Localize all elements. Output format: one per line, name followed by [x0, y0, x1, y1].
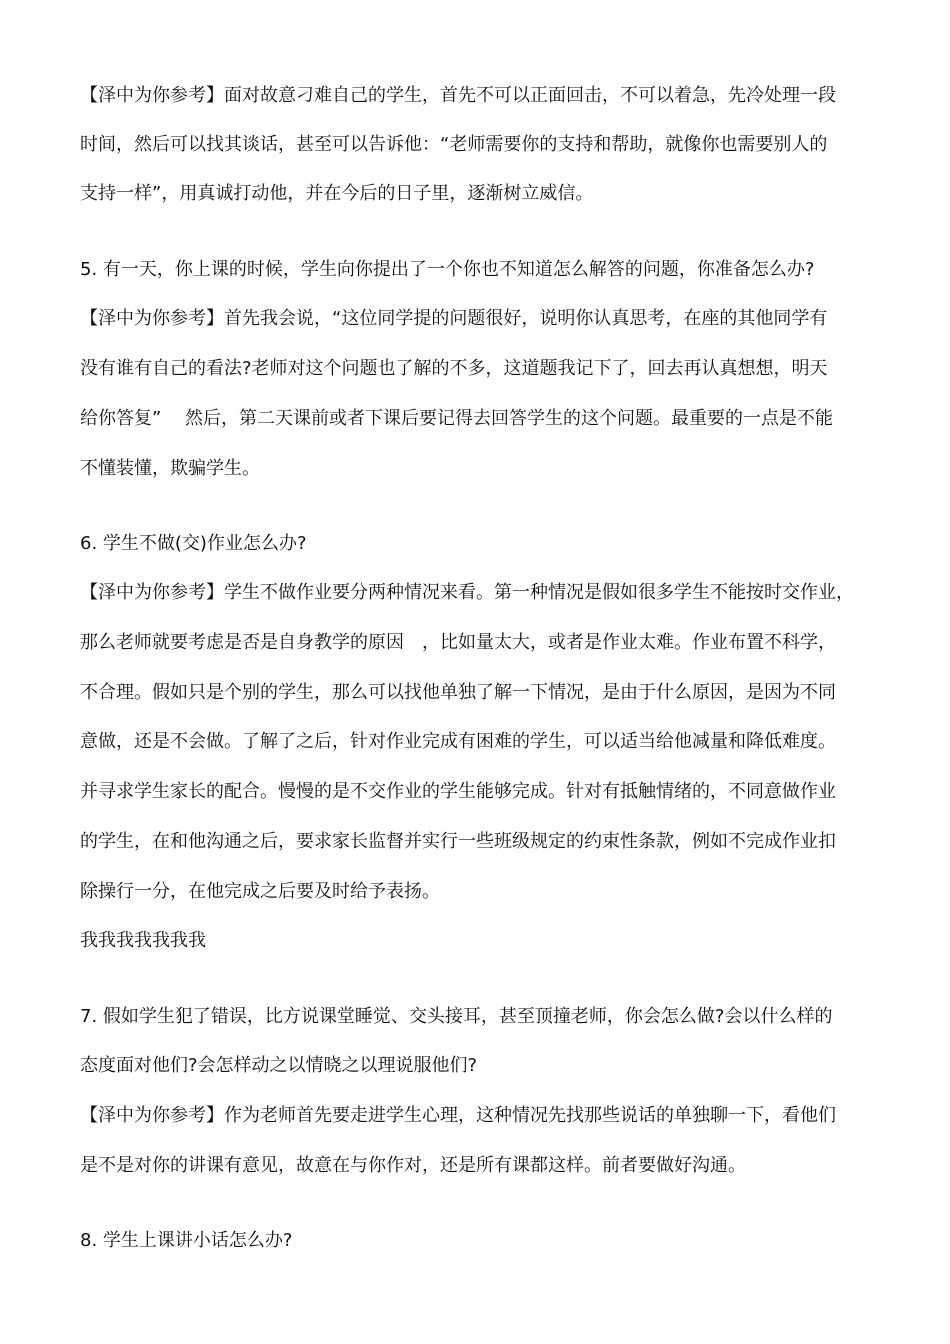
text-line: 【泽中为你参考】学生不做作业要分两种情况来看。第一种情况是假如很多学生不能按时交作业， [80, 582, 854, 603]
question-line: 态度面对他们?会怎样动之以情晓之以理说服他们? [80, 1055, 478, 1076]
text-line: 支持一样”，用真诚打动他，并在今后的日子里，逐渐树立威信。 [80, 183, 594, 204]
text-line: 【泽中为你参考】首先我会说，“这位同学提的问题很好，说明你认真思考，在座的其他同学有 [80, 308, 828, 329]
text-line: 【泽中为你参考】面对故意刁难自己的学生，首先不可以正面回击，不可以着急，先冷处理一段 [80, 85, 836, 106]
question-line: 8. 学生上课讲小话怎么办? [80, 1230, 293, 1251]
text-line: 没有谁有自己的看法?老师对这个问题也了解的不多，这道题我记下了，回去再认真想想，明天 [80, 358, 828, 379]
text-line: 【泽中为你参考】作为老师首先要走进学生心理，这种情况先找那些说话的单独聊一下，看他们 [80, 1105, 836, 1126]
text-line: 那么老师就要考虑是否是自身教学的原因 ，比如量太大，或者是作业太难。作业布置不科学， [80, 632, 836, 653]
text-line: 给你答复” 然后，第二天课前或者下课后要记得去回答学生的这个问题。最重要的一点是不能 [80, 408, 834, 429]
question-line: 7. 假如学生犯了错误，比方说课堂睡觉、交头接耳，甚至顶撞老师，你会怎么做?会以什么样的 [80, 1006, 833, 1027]
text-line: 我我我我我我我 [80, 930, 206, 951]
text-line: 除操行一分，在他完成之后要及时给予表扬。 [80, 881, 440, 902]
text-line: 不合理。假如只是个别的学生，那么可以找他单独了解一下情况，是由于什么原因，是因为不同 [80, 682, 836, 703]
text-line: 时间，然后可以找其谈话，甚至可以告诉他：“老师需要你的支持和帮助，就像你也需要别人的 [80, 134, 828, 155]
text-line: 的学生，在和他沟通之后，要求家长监督并实行一些班级规定的约束性条款，例如不完成作业扣 [80, 831, 836, 852]
question-line: 6. 学生不做(交)作业怎么办? [80, 533, 307, 554]
text-line: 意做，还是不会做。了解了之后，针对作业完成有困难的学生，可以适当给他减量和降低难度。 [80, 731, 836, 752]
text-line: 并寻求学生家长的配合。慢慢的是不交作业的学生能够完成。针对有抵触情绪的，不同意做作业 [80, 781, 836, 802]
question-line: 5. 有一天，你上课的时候，学生向你提出了一个你也不知道怎么解答的问题，你准备怎么办? [80, 259, 815, 280]
text-line: 是不是对你的讲课有意见，故意在与你作对，还是所有课都这样。前者要做好沟通。 [80, 1155, 746, 1176]
text-line: 不懂装懂，欺骗学生。 [80, 458, 260, 479]
